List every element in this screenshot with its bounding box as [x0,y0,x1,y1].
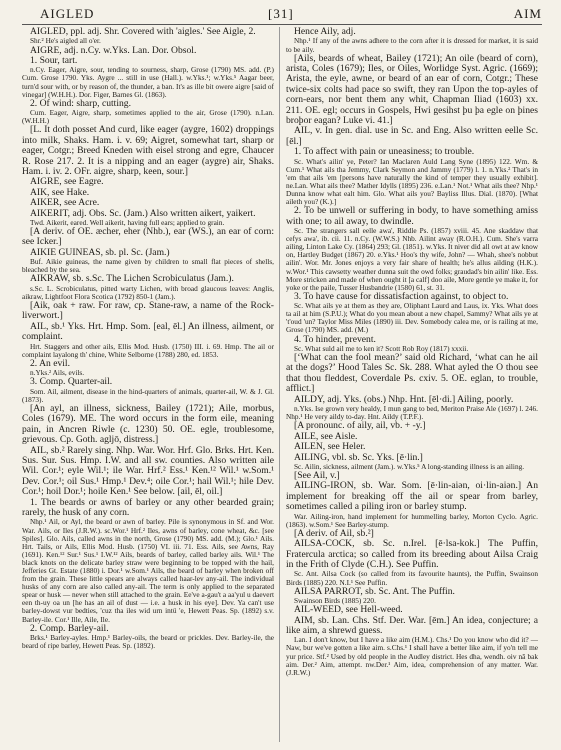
dictionary-entry: Sc. What's ailin' ye, Peter? Ian Maclaren Auld Lang Syne (1895) 122. Wm. & Cum.¹ What ails tha Jemmy, Clark Seymon and Jammy (1779) l. 1. n.Yks.² That's in 'em that ails 'em [persons have naturally the kind of temper they usually exhibit]. ne.Lan. What ails thee? Mather Idylls (1895) 236. e.Lan.¹ Not.¹ What ails thee? Nhp.¹ Dunna know what ealt him. Glo. What ails you? Bayliss Illus. Dial. (1870). [What aileth you? (K.).] [286,156,538,207]
dictionary-entry: AIL, sb.¹ Yks. Hrt. Hmp. Som. [eal, ēl.] An illness, ailment, or complaint. [22,320,274,343]
dictionary-entry: Som. Ail, ailment, disease in the hind-quarters of animals, quarter-ail, W. & J. Gl. (1873). [22,386,274,404]
column-divider [279,27,280,742]
dictionary-entry: AIL, sb.² Rarely sing. Nhp. War. Wor. Hrf. Glo. Brks. Hrt. Ken. Sus. Sur. Sus. Hmp. I.W. and all sw. counties. Also written aile Wil. Cor.¹; eyle Wil.¹; ile War. Hrf.² Ess.¹ Ken.¹² Wil.¹ w.Som.¹ Dev. Cor.¹; oil Sus.¹ Hmp.¹ Dev.⁴; oile Cor.¹; hail Wil.¹; hile Dev. Cor.¹; hoil Dor.¹; hoile Ken.¹ See below. [ail, ēl, oil.] [22,444,274,498]
dictionary-entry: [‘What can the fool mean?’ said old Richard, ‘what can he ail at the dogs?’ Hood Tales Sc. Sk. 288. What ayled the O thou see that thou fleddest, Coverdale Ps. cxiv. 5. OE. eglan, to trouble, afflict.] [286,352,538,395]
dictionary-entry: AILING-IRON, sb. War. Som. [ē·lin-aiən, oi·lin-aiən.] An implement for breaking off the ail or spear from barley, sometimes called a piling iron or barley stump. [286,480,538,513]
dictionary-entry: Sc. The strangers sall eelle awa', Riddle Ps. (1857) xviii. 45. Ane skaddaw that cefys awa', ib. cii. 11. n.Cy. (W.W.S.) Nhb. Ailint away (R.O.H.). Cum. She's varra ailing, Linton Lake Cy. (1864) 293; Gl. (1851). w.Yks. It niver did all owt at aw know on, Hartley Budget (1867) 20. e.Yks.¹ Hoo's thy wife, John? — Whah, shee's nobbut ailin'. Wor. Mr. Jones enjoys a very fair share of health; he's allus ailding (H.K.). w.Wor.¹ This cawsetty weather dunna suit the owd folks; graudad's bin ailin' like. Ess. More stricken and made of when ought it [a calf] doo aile, More gentle ye make it, for yoke or the paile, Tusser Husbandrie (1580) 61, st. 31. [286,226,538,292]
dictionary-entry: [A pronounc. of aily, ail, vb. + -y.] [294,420,426,432]
dictionary-entry: [L. It doth posset And curd, like eager (aygre, 1602) droppings into milk, Shaks. Ham. i. v. 69; Aigret, somewhat tart, sharp or eager, Cotgr.; Breed Kneden with eisel strong and egre, Chaucer R. Rose 217. 2. It is a nipping and an eager (aygre) air, Shaks. Ham. i. iv. 2. OFr. aigre, sharp, keen, sour.] [22,124,274,177]
dictionary-entry: 1. The beards or awns of barley or any other bearded grain; rarely, the husk of any corn. [22,496,274,518]
dictionary-entry: Nhp.¹ Ail, or Ayl, the beard or awn of barley. Pile is synonymous in Sf. and Wor. War. Ails, or Iles (J.R.W.). sc.Wor.¹ Hrf.² Iles, awns of barley, cone wheat, &c. [see Spiles]. Glo. Ails, called awns in the north, Grose (1790) MS. add. (M.); Glo.¹ Ails. Hrt. Tails, or Ails, Ellis Mod. Husb. (1750) VI. iii. 71. Ess. Ails, see Awns, Ray (1691). Ken.¹² Sur.¹ Sus.¹ I.W.¹² Ails, beards of barley, called barley ails. Wil.¹ The black knots on the delicate barley straw were beginning to be topped with the hail, Jefferies Gt. Estate (1880) i. Dor.¹ w.Som.¹ Ails, the beard of barley when broken off from the grain. These little spears are always called haar-lev any-ail. The individual husks of any corn are also called any-ail. The term is only applied to the separated spear or husk — never when still attached to the grain. Ee've a-gau't a aa'yul u daevert een th-uy oa un [he has an ail of dust — i.e. a husk in his eye]. Dev. Ya can't use barley-dowst vur bedties, 'cuz tha iles wid urn intü 'e, Hewett Peas. Sp. (1892) s.v. Barley-ile. Cor.¹ Ille, Aile, Ile. [22,517,274,624]
dictionary-entry: 2. Comp. Barley-ail. [30,622,109,634]
right-column [286,27,538,745]
dictionary-entry: n.Yks. Ise grown very healdy, I mun gang to bed, Meriton Praise Ale (1697) l. 246. Nhp.¹ He very aildy to-day. Hnt. Aildy (T.P.F.). [286,404,538,422]
dictionary-entry: AIL, v. In gen. dial. use in Sc. and Eng. Also written eelle Sc. [ēl.] [286,125,538,147]
left-column [22,27,274,745]
dictionary-entry: AIL-WEED, see Hell-weed. [294,604,403,616]
dictionary-entry: [See Ail, v.] [294,470,340,481]
dictionary-entry: [A deriv. of Ail, sb.²] [294,527,374,539]
dictionary-entry: AIGRE, adj. n.Cy. w.Yks. Lan. Dor. Obsol. [30,44,197,56]
running-head-left: AIGLED [40,6,95,21]
dictionary-entry: [An ayl, an illness, sickness, Bailey (1721); Aile, morbus, Coles (1679). ME. The word occurs in the form eile, meaning pain, in Ancren Riwle (c. 1230) 50. OE. egle, troublesome, grievous. Cp. Goth. agljō, distress.] [22,402,274,446]
dictionary-entry: [A deriv. of OE. æcher, eher (Nhb.), ear (WS.), an ear of corn: see Icker.] [22,226,274,248]
dictionary-entry: Swainson Birds (1885) 220. [294,596,376,606]
dictionary-entry: Sc. Ailin, sickness, ailment (Jam.). w.Yks.⁵ A long-standing illness is an ailing. [294,461,525,471]
dictionary-entry: n.Cy. Eager, Aigre, sour, tending to sourness, sharp, Grose (1790) MS. add. (P.) Cum. Grose 1790. Yks. Aygre ... still in use (Hall.). w.Yks.¹; w.Yks.⁵ Aagar beer, turn'd sour with, or by reason of, the thunder, a ban. It's as ille bit owere aigre [said of vinegar] (W.H.H.). Dor. Figer, Barnes Gl. (1863). [22,65,274,99]
dictionary-entry: Sc. What ails ye at them as they are, Oliphant Laurd and Laus, ix. Yks. What does ta ail at him (S.P.U.); What do you mean about a new chapel, Sammy? What ails ye at 't'oud 'un? Taylor Miss Miles (1890) iii. Dev. Somebody calea me, or is railing at me, Grose (1790) MS. add. (M.) [286,301,538,335]
dictionary-entry: Brks.¹ Barley-ayles. Hmp.¹ Barley-oils, the beard or prickles. Dev. Barley-ile, the beard of ripe barley, Hewett Peas. Sp. (1892). [22,633,274,651]
dictionary-entry: War. Ailing-iron, hand implement for hummelling barley, Morton Cyclo. Agric. (1863). w.Som.¹ See Barley-stump. [286,511,538,529]
dictionary-entry: AILSA PARROT, sb. Sc. Ant. The Puffin. [294,585,455,597]
dictionary-entry: s.Sc. L. Scrobiculatus, pitted warty Lichen, with broad glaucous leaves: Anglis, aikraw, Lightfoot Flora Scotica (1792) 850-1 (Jam.). [22,283,274,301]
dictionary-entry: AIM, sb. Lan. Chs. Stf. Der. War. [ēm.] An idea, conjecture; a like aim, a shrewd guess. [286,614,538,636]
dictionary-entry: n.Yks.² Ails, evils. [30,368,85,378]
dictionary-entry: AILEN, see Heler. [294,441,366,453]
dictionary-entry: AILSA-COCK, sb. Sc. n.Irel. [ē·lsa-kok.] The Puffin, Fratercula arctica; so called from its breeding about Ailsa Craig in the Frith of Clyde (C.H.). See Puffin. [286,538,538,571]
dictionary-entry: AIKER, see Acre. [30,197,100,209]
dictionary-entry: AILING, vbl. sb. Sc. Yks. [ē·lin.] [294,451,423,463]
dictionary-entry: Sc. Ant. Ailsa Cock (so called from its favourite haunts), the Puffin, Swainson Birds (1885) 220. N.I.¹ See Puffin. [286,569,538,587]
dictionary-entry: 2. Of wind: sharp, cutting. [30,97,131,109]
dictionary-entry: 3. To have cause for dissatisfaction against, to object to. [294,290,509,302]
dictionary-entry: AIKRAW, sb. s.Sc. The Lichen Scrobiculatus (Jam.). [30,273,234,285]
dictionary-entry: 2. An evil. [30,357,70,369]
dictionary-entry: 2. To be unwell or suffering in body, to have something amiss with one; to ail away, to dwindle. [286,205,538,227]
dictionary-entry: AIKERIT, adj. Obs. Sc. (Jam.) Also written aikert, yaikert. [30,207,256,219]
dictionary-entry: [Ails, beards of wheat, Bailey (1721); An oile (beard of corn), arista, Coles (1679); Iles, or Oiles, Worlidge Syst. Agric. (1669); Arista, the eyle, awne, or beard of an ear of corn, Cotgr.; These twice-six colts had pace so swift, they ran Upon the top-ayles of corn-ears, nor bent them any whit, Chapman Iliad (1603) xx. 211. OE. egl; occurs in Gospels, Hwi gesihst þu þa egle on þines broþor eagan? Luke vi. 41.] [286,52,538,127]
page-header [22,6,542,22]
dictionary-entry: Hence Aily, adj. [294,27,356,37]
dictionary-entry: [Aik, oak + raw. For raw, cp. Stane-raw, a name of the Rock-liverwort.] [22,300,274,322]
dictionary-entry: Cum. Eager, Aigre, sharp, sometimes applied to the air, Grose (1790). n.Lan. (W.H.H.) [22,108,274,126]
dictionary-entry: 1. Sour, tart. [30,54,78,66]
dictionary-entry: AIGRE, see Eagre. [30,176,104,188]
dictionary-entry: AILDY, adj. Yks. (obs.) Nhp. Hnt. [ēl·di.] Ailing, poorly. [294,393,514,405]
dictionary-entry: 3. Comp. Quarter-ail. [30,376,113,388]
dictionary-entry: Hrt. Staggers and other ails, Ellis Mod. Husb. (1750) III. i. 69. Hmp. The ail or complaint layalong th' chine, White Selborne (1788) 280, ed. 1853. [22,341,274,359]
dictionary-entry: AILE, see Aisle. [294,430,358,442]
page-number: [31] [268,6,294,21]
dictionary-entry: Buf. Aikie guineas, the name given by children to small flat pieces of shells, bleached by the sea. [22,257,274,275]
dictionary-entry: Lan. I don't know, but I have a like aim (H.M.). Chs.¹ Do you know who did it? — Naw, bur we've gotten a like aim. s.Chs.¹ I shall have a better like aim, if yo'n tell me yur price. Stf.² Used by old people in the Audley district. Hes dha, wendh. oiv nā bak aim. Der.² Aim, attempt. nw.Der.¹ Aim, idea, comprehension of any matter. War. (J.R.W.) [286,635,538,677]
dictionary-entry: 1. To affect with pain or uneasiness; to trouble. [294,146,475,158]
dictionary-entry: AIGLED, ppl. adj. Shr. Covered with 'aigles.' See Aigle, 2. [30,27,256,37]
dictionary-entry: Nhp.¹ If any of the awns adhere to the corn after it is dressed for market, it is said to be aily. [286,36,538,54]
dictionary-entry: Shr.² He's aigled all o'er. [30,36,101,46]
dictionary-entry: 4. To hinder, prevent. [294,333,376,345]
dictionary-entry: Sc. What suld ail me to ken it? Scott Rob Roy (1817) xxxii. [294,343,469,353]
dictionary-entry: AIKIE GUINEAS, sb. pl. Sc. (Jam.) [30,246,170,258]
dictionary-entry: AIK, see Hake. [30,186,90,198]
running-head-right: AIM [513,6,542,21]
header-rule [22,24,542,25]
dictionary-entry: Twd. Aikerit, eared. Well aikerit, having full ears; applied to grain. [30,217,225,227]
